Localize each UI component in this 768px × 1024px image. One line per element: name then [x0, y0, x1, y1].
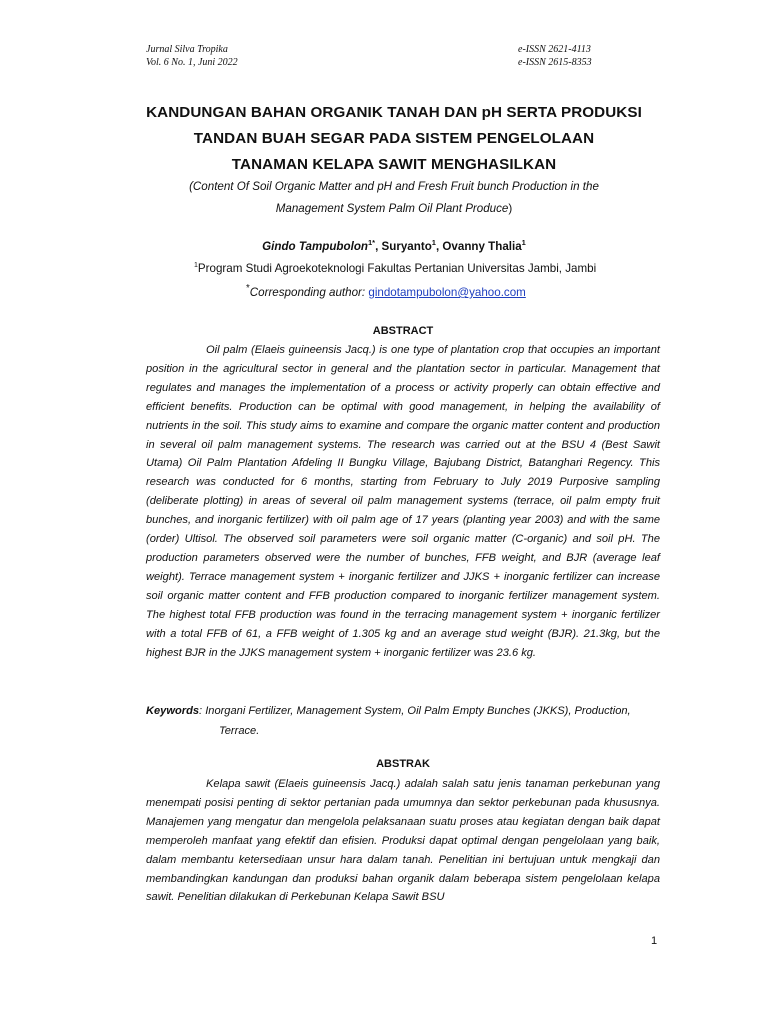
author-1: Gindo Tampubolon: [262, 239, 368, 253]
subtitle-line-1: (Content Of Soil Organic Matter and pH and Fresh Fruit bunch Production in the: [189, 180, 599, 193]
journal-volume: Vol. 6 No. 1, Juni 2022: [146, 56, 238, 68]
subtitle-line-2: [120, 198, 668, 220]
keywords-continuation: Terrace.: [219, 724, 260, 737]
page-number: 1: [651, 935, 658, 947]
paper-title: [120, 100, 668, 178]
eissn-2: e-ISSN 2615-8353: [518, 56, 592, 68]
affiliation-text: Program Studi Agroekoteknologi Fakultas Pertanian Universitas Jambi, Jambi: [197, 262, 597, 275]
author-2: Suryanto: [381, 239, 432, 253]
title-line-3: TANAMAN KELAPA SAWIT MENGHASILKAN: [231, 156, 557, 173]
keywords-text: : Inorgani Fertilizer, Management System, Oil Palm Empty Bunches (JKKS), Production,: [199, 705, 631, 717]
title-line-2: TANDAN BUAH SEGAR PADA SISTEM PENGELOLAAN: [193, 130, 595, 147]
author-2-sup: 1: [431, 238, 436, 247]
keywords-line: [146, 702, 660, 722]
corresponding-sup: *: [246, 283, 250, 294]
abstract-text: Oil palm (Elaeis guineensis Jacq.) is one type of plantation crop that occupies an important position in the agricultural sector in general and the plantation sector in particular. Management that regulates and manages the implementation of a process or activity properly can obtain effective and efficient benefits. Production can be optimal with good management, in helping the availability of nutrients in the soil. This study aims to examine and compare the organic matter content and production in several oil palm management systems. The research was carried out at the BSU 4 (Best Sawit Utama) Oil Palm Plantation Afdeling II Bungku Village, Bajubang District, Batanghari Regency. This research was conducted for 6 months, starting from February to July 2019 Purposive sampling (deliberate plotting) in areas of several oil palm management systems (terrace, oil palm empty fruit bunches, and inorganic fertilizer) with oil palm age of 17 years (planting year 2003) and with the same (order) Ultisol. The observed soil parameters were soil organic matter (C-organic) and soil pH. The production parameters observed were the number of bunches, FFB weight, and BJR (average leaf weight). Terrace management system + inorganic fertilizer and JJKS + inorganic fertilizer can increase soil organic matter content and FFB production compared to inorganic fertilizer management system. The highest total FFB production was found in the terracing management system + inorganic fertilizer with a total FFB of 61, a FFB weight of 1.305 kg and an average stud weight (BJR). 21.3kg, but the highest BJR in the JJKS management system + inorganic fertilizer was 23.6 kg.: [146, 344, 660, 659]
affiliation: [194, 262, 596, 275]
author-list: Gindo Tampubolon$^{1*}$, Suryanto$^1$, Ovanny Thalia$^1$: [262, 238, 526, 253]
subtitle-line-2-text: Management System Palm Oil Plant Produce: [275, 202, 509, 215]
abstrak-heading: ABSTRAK: [376, 758, 430, 770]
title-line-1: KANDUNGAN BAHAN ORGANIK TANAH DAN pH SERTA PRODUKSI: [146, 104, 642, 121]
author-3-sup: 1: [521, 238, 526, 247]
author-3: Ovanny Thalia: [442, 239, 522, 253]
abstract-body: [146, 341, 660, 662]
journal-name: Jurnal Silva Tropika: [146, 44, 228, 55]
corresponding-email-link[interactable]: gindotampubolon@yahoo.com: [368, 285, 526, 299]
abstract-heading: ABSTRACT: [372, 325, 434, 337]
running-header-right: [518, 44, 592, 69]
corresponding-author: [246, 283, 526, 299]
eissn-1: e-ISSN 2621-4113: [518, 44, 591, 55]
paper-subtitle: [120, 176, 668, 220]
abstrak-text: Kelapa sawit (Elaeis guineensis Jacq.) adalah salah satu jenis tanaman perkebunan yang menempati posisi penting di sektor pertanian pada umumnya dan sektor perkebunan pada khususnya. Manajemen yang mengatur dan mengelola pelaksanaan suatu proses atau kegiatan dengan baik dapat memperoleh manfaat yang efektif dan efisien. Produksi dapat optimal dengan pengelolaan yang baik, dalam membantu ketersediaan unsur hara dalam tanah. Penelitian ini bertujuan untuk mengkaji dan membandingkan kandungan dan produksi bahan organik dalam beberapa sistem pengelolaan kelapa sawit. Penelitian dilakukan di Perkebunan Kelapa Sawit BSU: [146, 778, 660, 904]
subtitle-close-paren: ): [508, 202, 513, 215]
corresponding-label: Corresponding author:: [249, 285, 366, 299]
author-1-sup: 1*: [367, 238, 376, 247]
keywords: [146, 702, 660, 741]
abstrak-body: [146, 775, 660, 907]
keywords-label: Keywords: [146, 705, 200, 717]
affiliation-sup: 1: [194, 262, 198, 270]
running-header-left: [146, 44, 238, 69]
